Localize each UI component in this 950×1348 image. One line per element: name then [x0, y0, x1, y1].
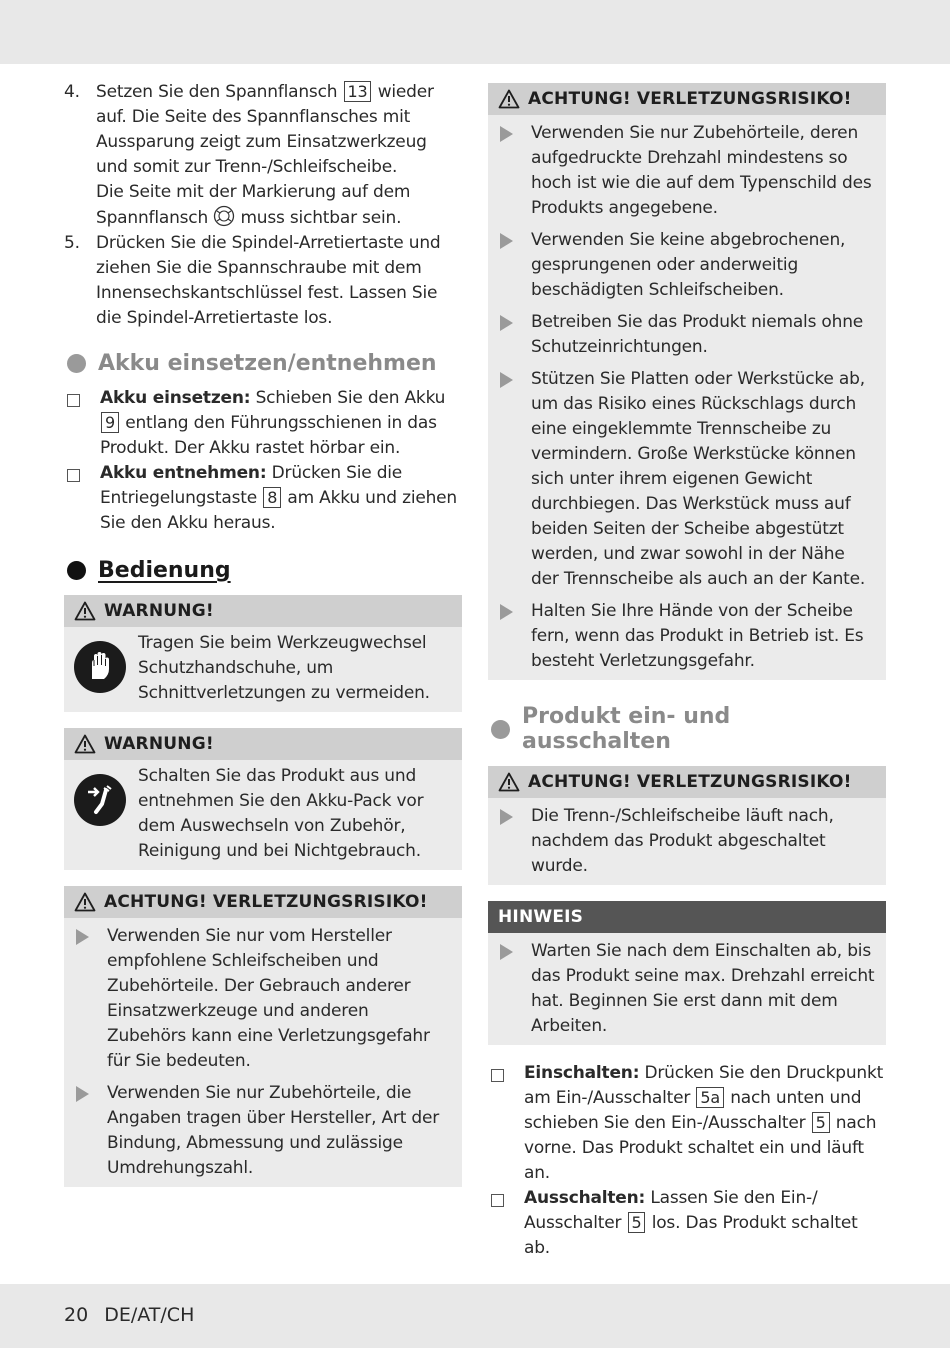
bullet-text: Betreiben Sie das Produkt niemals ohne Schutzeinrichtungen.	[531, 312, 864, 357]
arrow-bullet-icon	[76, 929, 89, 945]
arrow-bullet-icon	[500, 809, 513, 825]
switch-item-off	[488, 1186, 886, 1261]
bullet-item	[74, 924, 452, 1074]
panel-header	[488, 83, 886, 115]
caution-panel-left	[64, 886, 462, 1187]
page-locale: DE/AT/CH	[104, 1304, 195, 1326]
akku-item-remove	[64, 461, 462, 536]
warning-triangle-icon	[498, 89, 520, 109]
item-label: Akku entnehmen:	[100, 463, 267, 483]
bullet-text: Verwenden Sie nur vom Hersteller empfohlene Schleifscheiben und Zubehörteile. Der Gebrauch anderer Einsatzwerkzeuge und anderen Zubehörs kann eine Verletzungsgefahr für Sie bedeuten.	[107, 926, 430, 1071]
panel-header	[488, 901, 886, 933]
bullet-item	[498, 804, 876, 879]
checkbox-square-icon	[491, 1194, 504, 1207]
step-text: wieder auf. Die Seite des Spannflansches mit Aussparung zeigt zum Einsatzwerkzeug und somit zur Trenn-/Schleifscheibe.	[96, 82, 434, 177]
bullet-dot-icon	[67, 561, 86, 580]
panel-header	[64, 886, 462, 918]
item-text: Schieben Sie den Akku	[250, 388, 446, 408]
hinweis-panel	[488, 901, 886, 1045]
warning-panel-unplug	[64, 728, 462, 870]
arrow-bullet-icon	[500, 604, 513, 620]
warning-triangle-icon	[74, 601, 96, 621]
checkbox-square-icon	[67, 394, 80, 407]
item-text: nach unten und schieben Sie den Ein-/Ausschalter	[524, 1088, 862, 1133]
item-text: entlang den Führungsschienen in das Produkt. Der Akku rastet hörbar ein.	[100, 413, 437, 458]
page-footer	[64, 1304, 204, 1326]
item-text: Lassen Sie den Ein-/ Ausschalter	[524, 1188, 818, 1233]
right-column	[488, 83, 886, 1261]
bullet-text: Verwenden Sie keine abgebrochenen, gesprungenen oder anderweitig beschädigten Schleifscheiben.	[531, 230, 846, 300]
left-column	[64, 80, 462, 1187]
bullet-text: Halten Sie Ihre Hände von der Scheibe fern, wenn das Produkt in Betrieb ist. Es besteht Verletzungsgefahr.	[531, 601, 864, 671]
ref-box: 13	[344, 81, 372, 102]
heading-text: Bedienung	[98, 558, 231, 583]
caution-panel-right-1	[488, 83, 886, 680]
panel-text: Tragen Sie beim Werkzeugwechsel Schutzhandschuhe, um Schnittverletzungen zu vermeiden.	[138, 633, 430, 703]
item-text: am Akku und ziehen Sie den Akku heraus.	[100, 488, 458, 533]
warning-panel-gloves	[64, 595, 462, 712]
arrow-bullet-icon	[500, 315, 513, 331]
item-label: Ausschalten:	[524, 1188, 646, 1208]
panel-title: WARNUNG!	[104, 734, 214, 754]
step-text: muss sichtbar sein.	[235, 208, 402, 228]
step-4	[64, 80, 462, 231]
step-number: 4.	[64, 82, 80, 102]
ref-box: 5	[812, 1112, 830, 1133]
section-heading-switch	[488, 704, 886, 754]
arrow-bullet-icon	[500, 126, 513, 142]
bullet-item	[498, 939, 876, 1039]
bullet-dot-icon	[491, 720, 510, 739]
akku-item-insert	[64, 386, 462, 461]
ref-box: 9	[101, 412, 119, 433]
panel-text: Schalten Sie das Produkt aus und entnehmen Sie den Akku-Pack vor dem Auswechseln von Zubehör, Reinigung und bei Nichtgebrauch.	[138, 766, 424, 861]
bullet-item	[74, 1081, 452, 1181]
panel-title: ACHTUNG! VERLETZUNGSRISIKO!	[528, 89, 852, 109]
item-label: Einschalten:	[524, 1063, 640, 1083]
bullet-item	[498, 228, 876, 303]
section-heading-akku	[64, 351, 462, 376]
gloves-icon	[74, 641, 126, 693]
bullet-text: Stützen Sie Platten oder Werkstücke ab, um das Risiko eines Rückschlags durch eine eingeklemmte Trennscheibe zu vermindern. Große Werkstücke können sich unter ihrem eigenen Gewicht durchbiegen. Das Werkstück muss auf beiden Seiten der Scheibe abgestützt werden, und zwar sowohl in der Nähe der Trennscheibe als auch an der Kante.	[531, 369, 866, 589]
warning-triangle-icon	[74, 892, 96, 912]
bullet-item	[498, 599, 876, 674]
caution-panel-right-2	[488, 766, 886, 885]
panel-header	[488, 766, 886, 798]
warning-triangle-icon	[498, 772, 520, 792]
item-label: Akku einsetzen:	[100, 388, 251, 408]
panel-header	[64, 595, 462, 627]
bullet-item	[498, 121, 876, 221]
step-number: 5.	[64, 233, 80, 253]
flange-marking-icon	[213, 205, 235, 227]
step-text: Die Seite mit der Markierung auf dem Spannflansch	[96, 182, 411, 228]
arrow-bullet-icon	[500, 372, 513, 388]
bullet-text: Die Trenn-/Schleifscheibe läuft nach, nachdem das Produkt abgeschaltet wurde.	[531, 806, 834, 876]
bullet-text: Warten Sie nach dem Einschalten ab, bis das Produkt seine max. Drehzahl erreicht hat. Beginnen Sie erst dann mit dem Arbeiten.	[531, 941, 875, 1036]
checkbox-square-icon	[491, 1069, 504, 1082]
panel-title: WARNUNG!	[104, 601, 214, 621]
switch-item-on	[488, 1061, 886, 1186]
unplug-icon	[74, 774, 126, 826]
section-heading-bedienung	[64, 558, 462, 583]
arrow-bullet-icon	[76, 1086, 89, 1102]
top-band	[0, 0, 950, 64]
arrow-bullet-icon	[500, 944, 513, 960]
bullet-item	[498, 367, 876, 592]
panel-title: ACHTUNG! VERLETZUNGSRISIKO!	[104, 892, 428, 912]
step-5	[64, 231, 462, 331]
item-text: nach vorne. Das Produkt schaltet ein und läuft an.	[524, 1113, 877, 1183]
bullet-dot-icon	[67, 354, 86, 373]
item-text: los. Das Produkt schaltet ab.	[524, 1213, 858, 1258]
panel-header	[64, 728, 462, 760]
bullet-item	[498, 310, 876, 360]
page-number: 20	[64, 1304, 89, 1326]
ref-box: 5	[628, 1212, 646, 1233]
panel-title: ACHTUNG! VERLETZUNGSRISIKO!	[528, 772, 852, 792]
ref-box: 8	[263, 487, 281, 508]
panel-title: HINWEIS	[498, 907, 584, 927]
ref-box: 5a	[696, 1087, 724, 1108]
heading-text: Produkt ein- und ausschalten	[522, 704, 731, 754]
bullet-text: Verwenden Sie nur Zubehörteile, die Angaben tragen über Hersteller, Art der Bindung, Abmessung und zulässige Umdrehungszahl.	[107, 1083, 440, 1178]
arrow-bullet-icon	[500, 233, 513, 249]
warning-triangle-icon	[74, 734, 96, 754]
bullet-text: Verwenden Sie nur Zubehörteile, deren aufgedruckte Drehzahl mindestens so hoch ist wie die auf dem Typenschild des Produkts angegebene.	[531, 123, 872, 218]
heading-text: Akku einsetzen/entnehmen	[98, 351, 437, 376]
item-text: Drücken Sie die Entriegelungstaste	[100, 463, 403, 508]
item-text: Drücken Sie den Druckpunkt am Ein-/Ausschalter	[524, 1063, 884, 1108]
step-text: Setzen Sie den Spannflansch	[96, 82, 343, 102]
step-text: Drücken Sie die Spindel-Arretiertaste und ziehen Sie die Spannschraube mit dem Innensechskantschlüssel fest. Lassen Sie die Spindel-Arretiertaste los.	[96, 233, 441, 328]
checkbox-square-icon	[67, 469, 80, 482]
